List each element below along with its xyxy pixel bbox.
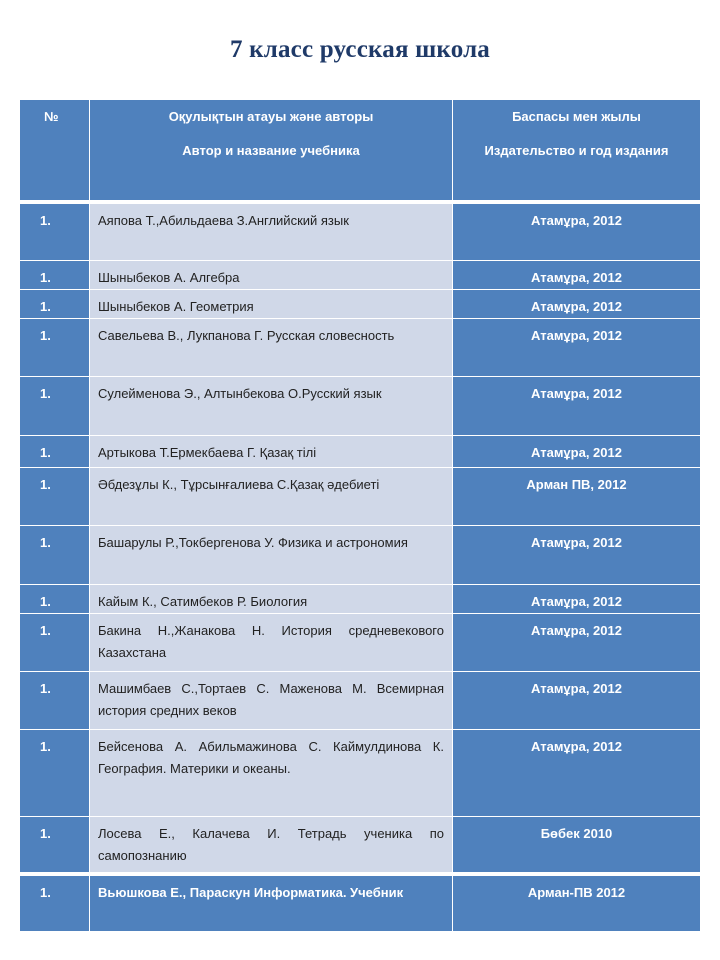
row-publisher: Атамұра, 2012 [453,526,700,584]
table-row [20,200,700,260]
textbook-table [20,100,700,931]
row-title: Шыныбеков А. Алгебра [90,261,453,289]
table-row [20,467,700,525]
header-publisher-ru: Издательство и год издания [484,143,669,158]
row-title: Машимбаев С.,Тортаев С. Маженова М. Всемирная история средних веков [90,672,453,729]
table-row [20,435,700,467]
row-number: 1. [20,730,90,816]
row-publisher: Атамұра, 2012 [453,377,700,435]
row-number: 1. [20,436,90,467]
header-title-ru: Автор и название учебника [182,143,360,158]
row-publisher: Арман ПВ, 2012 [453,468,700,525]
row-number: 1. [20,672,90,729]
row-number: 1. [20,377,90,435]
row-title: Савельева В., Лукпанова Г. Русская словесность [90,319,453,376]
row-publisher: Атамұра, 2012 [453,614,700,671]
table-row [20,729,700,816]
row-number: 1. [20,876,90,931]
row-title: Шыныбеков А. Геометрия [90,290,453,318]
table-row [20,584,700,613]
header-title-kz: Оқулықтын атауы және авторы [168,109,374,124]
row-number: 1. [20,319,90,376]
row-title: Бакина Н.,Жанакова Н. История средневекового Казахстана [90,614,453,671]
row-number: 1. [20,817,90,872]
row-publisher: Атамұра, 2012 [453,672,700,729]
header-number: № [20,100,90,200]
header-publisher-kz: Баспасы мен жылы [512,109,641,124]
table-row [20,816,700,872]
row-publisher: Атамұра, 2012 [453,436,700,467]
row-title: Сулейменова Э., Алтынбекова О.Русский язык [90,377,453,435]
row-number: 1. [20,261,90,289]
row-number: 1. [20,290,90,318]
row-title: Әбдезұлы К., Тұрсынғалиева С.Қазақ әдебиеті [90,468,453,525]
row-publisher: Арман-ПВ 2012 [453,876,700,931]
table-row [20,318,700,376]
table-row [20,525,700,584]
row-title: Кайым К., Сатимбеков Р. Биология [90,585,453,613]
row-title: Аяпова Т.,Абильдаева З.Английский язык [90,204,453,260]
row-publisher: Атамұра, 2012 [453,204,700,260]
table-row [20,613,700,671]
row-title: Вьюшкова Е., Параскун Информатика. Учебник [90,876,453,931]
page-title: 7 класс русская школа [230,36,490,63]
row-publisher: Атамұра, 2012 [453,730,700,816]
table-header-row [20,100,700,200]
row-publisher: Атамұра, 2012 [453,585,700,613]
row-number: 1. [20,585,90,613]
table-row [20,260,700,289]
header-publisher [453,100,700,200]
row-title: Артыкова Т.Ермекбаева Г. Қазақ тілі [90,436,453,467]
row-publisher: Бөбек 2010 [453,817,700,872]
row-title: Бейсенова А. Абильмажинова С. Каймулдинова К. География. Материки и океаны. [90,730,453,816]
row-publisher: Атамұра, 2012 [453,319,700,376]
table-row [20,376,700,435]
row-publisher: Атамұра, 2012 [453,290,700,318]
table-row [20,872,700,931]
table-row [20,289,700,318]
row-title: Башарулы Р.,Токбергенова У. Физика и астрономия [90,526,453,584]
row-number: 1. [20,526,90,584]
row-publisher: Атамұра, 2012 [453,261,700,289]
row-number: 1. [20,204,90,260]
header-title [90,100,453,200]
table-row [20,671,700,729]
row-title: Лосева Е., Калачева И. Тетрадь ученика по самопознанию [90,817,453,872]
row-number: 1. [20,468,90,525]
row-number: 1. [20,614,90,671]
